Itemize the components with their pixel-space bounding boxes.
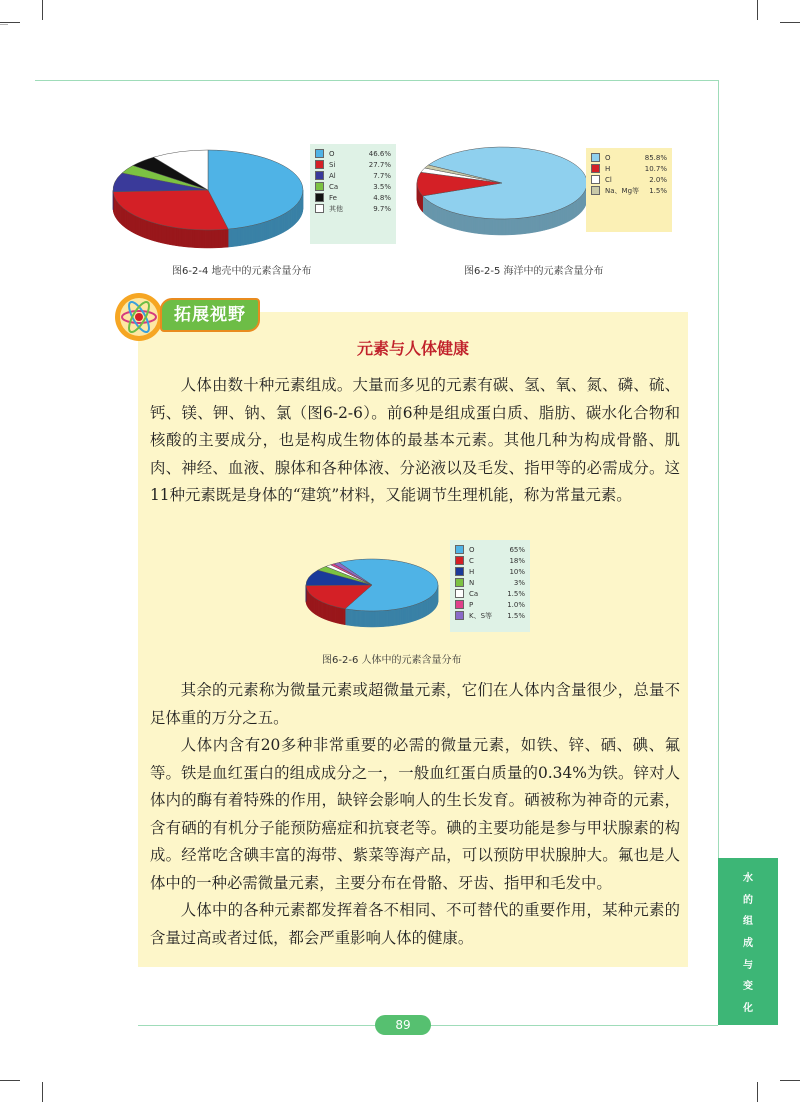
- pie-slice-side: [557, 210, 559, 227]
- pie-slice-side: [285, 212, 287, 231]
- pie-slice-side: [176, 228, 179, 246]
- crop-mark: [757, 0, 758, 20]
- pie-slice-side: [401, 608, 403, 624]
- pie-slice-side: [142, 219, 144, 238]
- side-tab-char: 与: [743, 959, 753, 971]
- legend-swatch: [591, 175, 600, 184]
- pie-slice-side: [479, 218, 482, 234]
- legend-label: P: [469, 600, 474, 609]
- pie-slice-side: [339, 608, 341, 624]
- pie-slice-side: [234, 228, 237, 246]
- pie-slice-side: [240, 227, 243, 246]
- side-tab-char: 组: [743, 916, 753, 928]
- pie-slice-side: [505, 219, 508, 235]
- crop-mark: [0, 22, 20, 23]
- pie-slice-side: [416, 604, 418, 621]
- pie-slice-side: [326, 604, 328, 621]
- pie-slice-side: [414, 604, 416, 621]
- pie-slice-side: [356, 610, 358, 626]
- pie-slice-side: [523, 218, 526, 234]
- pie-slice-side: [542, 214, 545, 231]
- pie-slice-side: [274, 218, 276, 237]
- pie-slice-side: [397, 609, 399, 625]
- pie-slice-side: [358, 610, 360, 626]
- legend-label: 其他: [329, 204, 343, 213]
- crust-pie-chart: [108, 140, 308, 250]
- pie-slice-side: [481, 218, 484, 234]
- pie-slice-side: [287, 211, 289, 230]
- legend-value: 7.7%: [373, 171, 391, 180]
- legend-label: Na、Mg等: [605, 186, 640, 195]
- pie-slice-side: [383, 610, 385, 626]
- pie-slice-side: [534, 216, 537, 232]
- side-tab-char: 的: [743, 894, 753, 906]
- pie-slice-side: [413, 605, 415, 622]
- pie-slice-side: [281, 215, 283, 234]
- pie-slice-side: [161, 225, 164, 244]
- pie-slice-side: [352, 610, 354, 626]
- pie-slice-side: [567, 205, 569, 222]
- legend-entry: [455, 610, 525, 621]
- pie-slice-side: [399, 608, 401, 624]
- pie-slice-side: [484, 218, 487, 234]
- pie-slice-side: [135, 216, 137, 235]
- pie-slice-side: [490, 219, 493, 235]
- legend-entry: [591, 174, 667, 185]
- legend-label: Cl: [605, 175, 612, 184]
- pie-slice-side: [347, 609, 349, 625]
- legend-label: Al: [329, 171, 336, 180]
- pie-slice-side: [343, 608, 345, 624]
- legend-label: Ca: [329, 182, 339, 191]
- pie-slice-side: [269, 220, 272, 239]
- pie-slice-side: [185, 229, 188, 247]
- pie-slice-side: [129, 213, 131, 232]
- pie-slice-side: [192, 229, 195, 247]
- crust-figure-caption: 图6-2-4 地壳中的元素含量分布: [172, 266, 312, 277]
- legend-swatch: [455, 567, 464, 576]
- side-tab-char: 成: [743, 937, 753, 949]
- legend-entry: [315, 159, 391, 170]
- pie-slice-side: [493, 219, 496, 235]
- paragraph: 人体中的各种元素都发挥着各不相同、不可替代的重要作用，某种元素的含量过高或者过低，都会严重影响人体的健康。: [150, 901, 680, 947]
- legend-swatch: [315, 182, 324, 191]
- pie-slice-side: [565, 206, 567, 223]
- legend-swatch: [455, 545, 464, 554]
- pie-slice-side: [133, 215, 135, 234]
- pie-slice-side: [386, 610, 388, 626]
- pie-slice-side: [465, 215, 468, 232]
- legend-value: 27.7%: [368, 160, 391, 169]
- pie-slice-side: [330, 605, 332, 622]
- legend-swatch: [315, 149, 324, 158]
- crop-mark: [0, 24, 8, 25]
- crust-legend: [310, 144, 396, 244]
- paragraph: 人体由数十种元素组成。大量而多见的元素有碳、氢、氧、氮、磷、硫、钙、镁、钾、钠、氯（图6-2-6）。前6种是组成蛋白质、脂肪、碳水化合物和核酸的主要成分，也是构成生物体的最基本元素。其他几种为构成骨骼、肌肉、神经、血液、腺体和各种体液、分泌液以及毛发、指甲等的必需成分。这11种元素既是身体的“建筑”材料，又能调节生理机能，称为常量元素。: [150, 376, 680, 504]
- pie-slice-side: [379, 611, 381, 627]
- pie-slice-side: [514, 218, 517, 234]
- pie-slice-side: [150, 222, 153, 241]
- pie-slice-side: [467, 216, 470, 232]
- legend-label: Si: [329, 160, 336, 169]
- legend-value: 1.0%: [507, 600, 525, 609]
- legend-value: 65%: [509, 545, 525, 554]
- pie-slice-side: [367, 611, 369, 627]
- legend-swatch: [315, 160, 324, 169]
- paragraph: 人体内含有20多种非常重要的必需的微量元素，如铁、锌、硒、碘、氟等。铁是血红蛋白的组成成分之一，一般血红蛋白质量的0.34%为铁。锌对人体内的酶有着特殊的作用，缺锌会影响人的生长发育。硒被称为神奇的元素，含有硒的有机分子能预防癌症和抗衰老等。碘的主要功能是参与甲状腺素的构成。经常吃含碘丰富的海带、紫菜等海产品，可以预防甲状腺肿大。氟也是人体中的一种必需微量元素，主要分布在骨骼、牙齿、指甲和毛发中。: [150, 736, 680, 892]
- pie-slice-side: [433, 204, 435, 221]
- pie-slice-side: [335, 607, 337, 623]
- legend-entry: [591, 185, 667, 196]
- legend-value: 10.7%: [644, 164, 667, 173]
- pie-slice-side: [462, 215, 465, 232]
- pie-slice-side: [409, 606, 411, 623]
- legend-entry: [315, 148, 391, 159]
- legend-entry: [455, 599, 525, 610]
- legend-entry: [315, 181, 391, 192]
- extension-badge: 拓展视野: [160, 298, 260, 332]
- pie-slice-side: [508, 219, 511, 235]
- pie-slice-side: [173, 227, 176, 245]
- legend-value: 10%: [509, 567, 525, 576]
- pie-slice-side: [476, 217, 479, 233]
- pie-slice-side: [403, 608, 405, 624]
- legend-label: Ca: [469, 589, 479, 598]
- legend-value: 2.0%: [649, 175, 667, 184]
- pie-slice-side: [525, 217, 528, 233]
- pie-slice-side: [365, 611, 367, 627]
- pie-slice-side: [517, 218, 520, 234]
- pie-slice-side: [539, 215, 542, 232]
- pie-slice-side: [443, 209, 445, 226]
- pie-slice-side: [189, 229, 192, 247]
- chapter-side-tab: [718, 858, 778, 1025]
- pie-slice-side: [167, 226, 170, 245]
- pie-slice-side: [388, 610, 390, 626]
- crop-mark: [42, 1082, 43, 1102]
- pie-slice-side: [531, 216, 534, 232]
- pie-slice-side: [547, 213, 549, 230]
- pie-slice-side: [437, 206, 439, 223]
- ocean-legend: [586, 148, 672, 232]
- side-tab-char: 化: [743, 1002, 753, 1014]
- crop-mark: [42, 0, 43, 20]
- legend-swatch: [455, 556, 464, 565]
- pie-slice-side: [441, 208, 443, 225]
- pie-slice-side: [202, 230, 205, 248]
- pie-slice-side: [212, 230, 215, 248]
- pie-slice-side: [372, 611, 374, 627]
- pie-slice-side: [341, 608, 343, 624]
- legend-label: O: [605, 153, 611, 162]
- pie-slice-side: [328, 604, 330, 621]
- pie-slice-side: [283, 214, 285, 233]
- pie-slice-side: [395, 609, 397, 625]
- pie-slice-side: [218, 230, 221, 248]
- pie-slice-side: [208, 230, 211, 248]
- pie-slice-side: [559, 209, 561, 226]
- pie-slice-side: [147, 221, 150, 240]
- pie-slice-side: [354, 610, 356, 626]
- human-body-pie-chart: [292, 545, 452, 645]
- pie-slice-side: [164, 225, 167, 244]
- pie-slice-side: [231, 228, 234, 246]
- pie-slice-side: [279, 216, 281, 235]
- legend-entry: [315, 203, 391, 214]
- paragraph: 其余的元素称为微量元素或超微量元素，它们在人体内含量很少，总量不足体重的万分之五。: [150, 681, 680, 727]
- human-body-figure-caption: 图6-2-6 人体中的元素含量分布: [322, 655, 462, 666]
- legend-label: C: [469, 556, 474, 565]
- legend-entry: [455, 588, 525, 599]
- pie-slice-side: [473, 217, 476, 233]
- page-frame-top: [35, 80, 718, 81]
- legend-swatch: [315, 204, 324, 213]
- pie-slice-side: [272, 219, 274, 238]
- legend-entry: [455, 555, 525, 566]
- pie-slice-side: [445, 210, 447, 227]
- pie-slice-side: [499, 219, 502, 235]
- pie-slice-side: [158, 224, 161, 243]
- pie-slice-side: [128, 211, 130, 230]
- pie-slice-side: [155, 223, 158, 242]
- pie-slice-side: [131, 214, 133, 233]
- pie-slice-side: [258, 223, 261, 242]
- human-body-legend: [450, 540, 530, 632]
- legend-label: O: [329, 149, 335, 158]
- pie-slice-side: [264, 222, 267, 241]
- pie-slice-side: [496, 219, 499, 235]
- pie-slice-side: [222, 229, 225, 247]
- pie-slice-side: [569, 204, 571, 221]
- pie-slice-side: [452, 212, 454, 229]
- side-tab-char: 变: [743, 981, 753, 993]
- pie-slice-side: [470, 216, 473, 232]
- legend-swatch: [455, 589, 464, 598]
- legend-swatch: [455, 600, 464, 609]
- legend-entry: [315, 170, 391, 181]
- legend-swatch: [591, 186, 600, 195]
- pie-slice-side: [253, 225, 256, 244]
- pie-slice-side: [563, 207, 565, 224]
- pie-slice-side: [182, 228, 185, 246]
- legend-swatch: [591, 164, 600, 173]
- pie-slice-side: [361, 611, 363, 627]
- pie-slice-side: [370, 611, 372, 627]
- pie-slice-side: [205, 230, 208, 248]
- pie-slice-side: [170, 227, 173, 246]
- pie-slice-side: [225, 229, 228, 247]
- crop-mark: [780, 1080, 800, 1081]
- legend-value: 9.7%: [373, 204, 391, 213]
- crop-mark: [780, 22, 800, 23]
- legend-swatch: [455, 578, 464, 587]
- legend-value: 85.8%: [644, 153, 667, 162]
- legend-label: N: [469, 578, 475, 587]
- legend-swatch: [315, 193, 324, 202]
- legend-entry: [455, 544, 525, 555]
- pie-slice-side: [337, 607, 339, 623]
- pie-slice-side: [392, 609, 394, 625]
- legend-swatch: [591, 153, 600, 162]
- legend-entry: [591, 152, 667, 163]
- pie-slice-side: [454, 213, 456, 230]
- pie-slice-side: [195, 230, 198, 248]
- legend-label: Fe: [329, 193, 337, 202]
- pie-slice-side: [439, 207, 441, 224]
- pie-slice-side: [405, 607, 407, 623]
- ocean-pie-chart: [412, 138, 592, 248]
- pie-slice-side: [250, 225, 253, 244]
- pie-slice-side: [331, 605, 333, 622]
- pie-slice-side: [363, 611, 365, 627]
- pie-slice-side: [349, 609, 351, 625]
- legend-value: 18%: [509, 556, 525, 565]
- legend-value: 46.6%: [368, 149, 391, 158]
- pie-slice-side: [537, 215, 540, 232]
- legend-value: 4.8%: [373, 193, 391, 202]
- pie-slice-side: [228, 229, 231, 247]
- legend-entry: [315, 192, 391, 203]
- pie-slice-side: [247, 226, 250, 245]
- pie-slice-side: [215, 230, 218, 248]
- pie-slice-side: [390, 610, 392, 626]
- pie-slice-side: [381, 611, 383, 627]
- pie-slice-side: [457, 214, 460, 231]
- ocean-figure-caption: 图6-2-5 海洋中的元素含量分布: [464, 266, 604, 277]
- pie-slice-side: [554, 211, 556, 228]
- pie-slice-side: [552, 211, 554, 228]
- legend-entry: [455, 566, 525, 577]
- legend-label: O: [469, 545, 475, 554]
- legend-value: 3%: [513, 578, 525, 587]
- pie-slice-side: [333, 606, 335, 623]
- pie-slice-side: [244, 227, 247, 246]
- section-title: 元素与人体健康: [356, 339, 469, 358]
- pie-slice-side: [561, 208, 563, 225]
- pie-slice-side: [528, 217, 531, 233]
- pie-slice-side: [550, 212, 552, 229]
- pie-slice-side: [447, 211, 449, 228]
- pie-slice-side: [261, 222, 264, 241]
- pie-slice-side: [266, 221, 269, 240]
- pie-slice-side: [140, 218, 142, 237]
- legend-swatch: [315, 171, 324, 180]
- pie-slice-side: [520, 218, 523, 234]
- pie-slice-side: [545, 214, 548, 231]
- legend-value: 1.5%: [649, 186, 667, 195]
- legend-label: K、S等: [469, 611, 493, 620]
- pie-slice-side: [450, 211, 452, 228]
- pie-slice-side: [571, 203, 573, 220]
- crop-mark: [0, 1080, 20, 1081]
- pie-slice-side: [289, 210, 291, 229]
- legend-value: 1.5%: [507, 611, 525, 620]
- legend-value: 1.5%: [507, 589, 525, 598]
- pie-slice-side: [487, 218, 490, 234]
- pie-slice-side: [377, 611, 379, 627]
- legend-label: H: [469, 567, 475, 576]
- legend-entry: [455, 577, 525, 588]
- pie-slice-side: [256, 224, 259, 243]
- side-tab-char: 水: [743, 873, 753, 885]
- pie-slice-side: [179, 228, 182, 246]
- pie-slice-side: [374, 611, 376, 627]
- legend-label: H: [605, 164, 611, 173]
- legend-swatch: [455, 611, 464, 620]
- pie-slice-side: [152, 222, 155, 241]
- pie-slice-side: [237, 228, 240, 246]
- pie-slice-side: [198, 230, 201, 248]
- pie-slice-side: [435, 205, 437, 222]
- pie-slice-side: [432, 203, 434, 220]
- pie-slice-side: [145, 220, 148, 239]
- pie-slice-side: [411, 605, 413, 622]
- crop-mark: [757, 1082, 758, 1102]
- pie-slice-side: [407, 607, 409, 623]
- pie-slice-side: [276, 217, 278, 236]
- pie-slice-side: [138, 217, 140, 236]
- pie-slice-side: [511, 219, 514, 235]
- page-number: 89: [375, 1015, 431, 1035]
- pie-slice-side: [502, 219, 505, 235]
- pie-slice-side: [345, 609, 347, 625]
- legend-value: 3.5%: [373, 182, 391, 191]
- pie-slice-side: [460, 214, 463, 231]
- legend-entry: [591, 163, 667, 174]
- pie-slice-side: [126, 210, 128, 229]
